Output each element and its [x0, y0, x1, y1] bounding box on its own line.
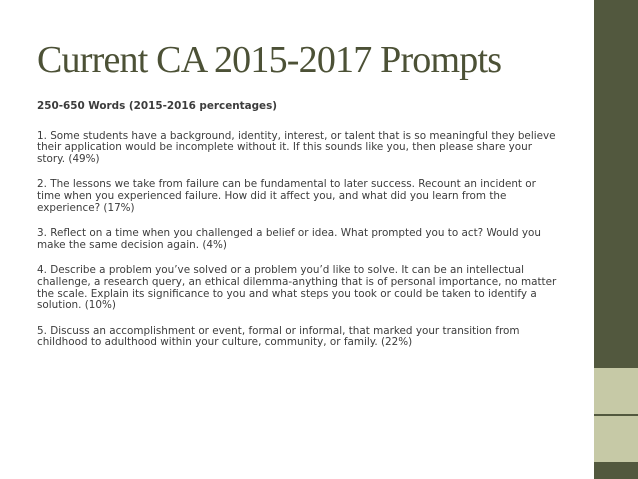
sidebar-accent-block — [594, 416, 638, 462]
word-count-subheading: 250-650 Words (2015-2016 percentages) — [37, 100, 278, 112]
prompt-3: 3. Reflect on a time when you challenged a belief or idea. What prompted you to act? Would you make the same decision again. (4%) — [37, 227, 541, 251]
prompt-4: 4. Describe a problem you’ve solved or a problem you’d like to solve. It can be an intellectual challenge, a research query, an ethical dilemma-anything that is of personal importance, no matter the scale. Explain its significance to you and what steps you took or could be taken to identify a solution. (10%) — [37, 264, 557, 312]
slide-title: Current CA 2015-2017 Prompts — [37, 39, 502, 81]
prompt-5: 5. Discuss an accomplishment or event, formal or informal, that marked your transition from childhood to adulthood within your culture, community, or family. (22%) — [37, 324, 520, 349]
decorative-sidebar — [594, 0, 638, 479]
slide-body — [37, 101, 557, 363]
sidebar-accent-block — [594, 368, 638, 414]
prompt-1: 1. Some students have a background, identity, interest, or talent that is so meaningful they believe their application would be incomplete without it. If this sounds like you, then please share your story. (49%) — [37, 129, 556, 165]
prompt-2: 2. The lessons we take from failure can be fundamental to later success. Recount an incident or time when you experienced failure. How did it affect you, and what did you learn from the experience? (17%) — [37, 178, 536, 214]
